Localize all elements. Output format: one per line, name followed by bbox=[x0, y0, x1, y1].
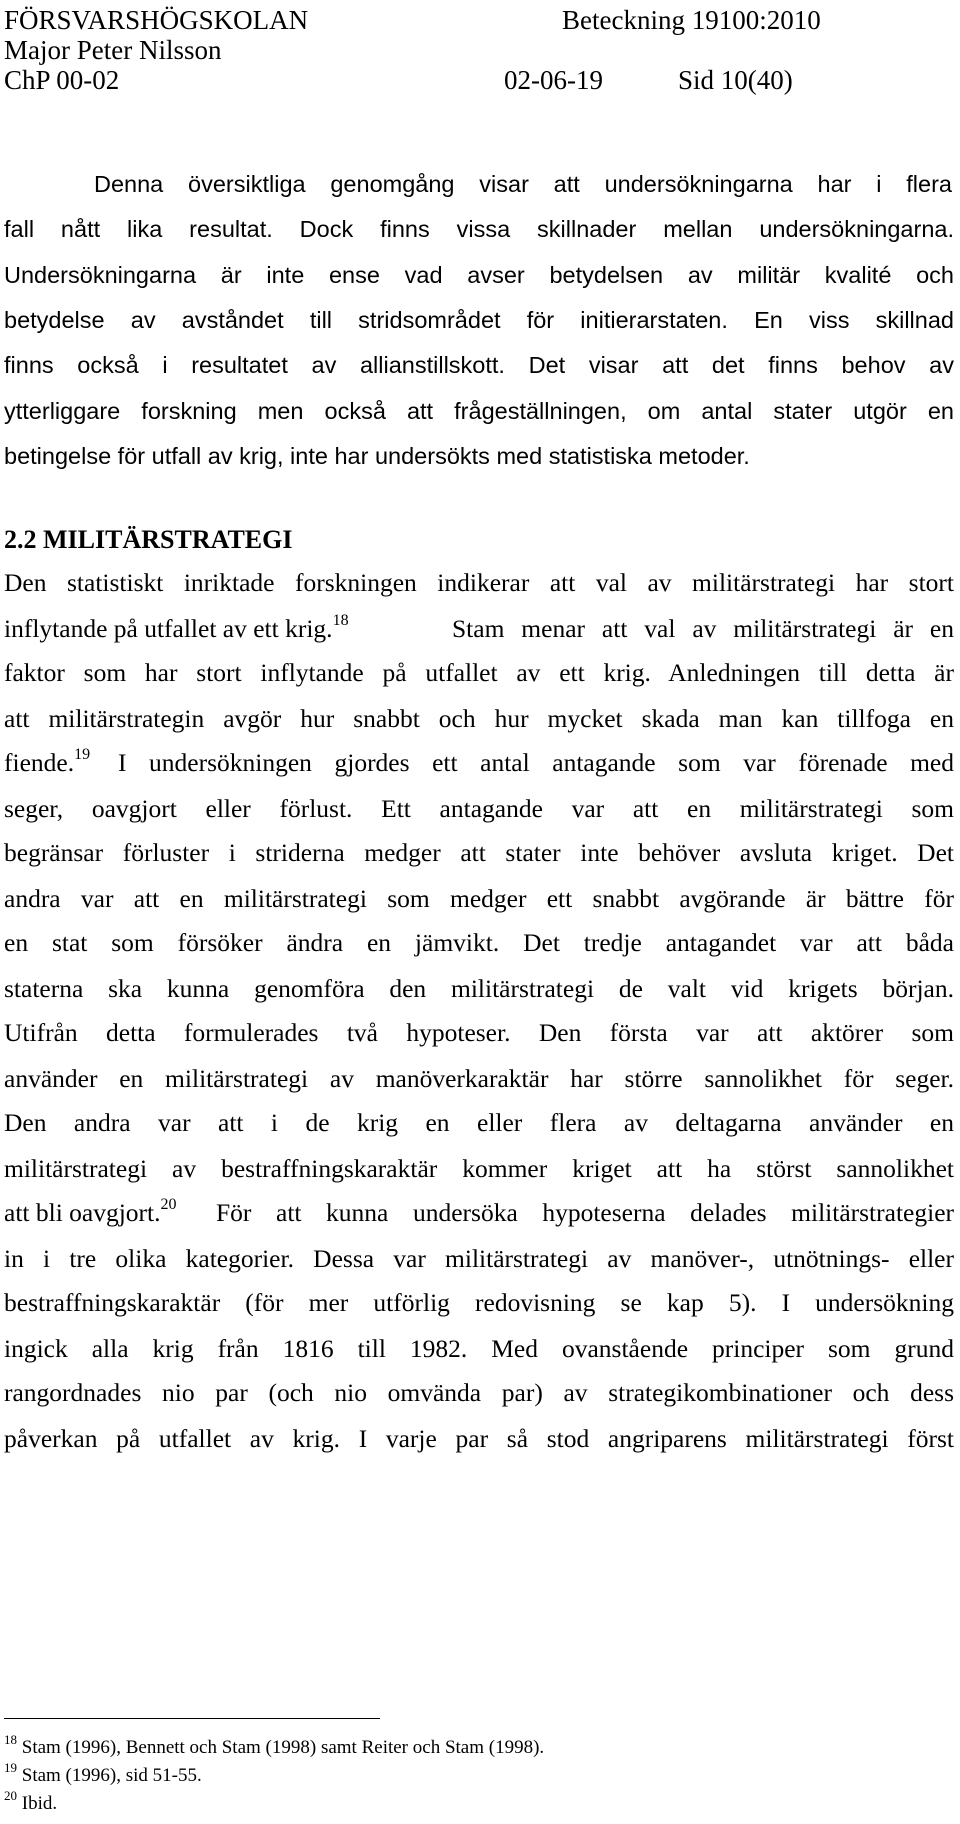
footnote-19 bbox=[4, 1760, 202, 1788]
footnote-18 bbox=[4, 1732, 545, 1760]
footnote-separator bbox=[4, 1718, 380, 1719]
footnote-20 bbox=[4, 1788, 58, 1816]
text-line: militärstrategi av bestraffningskaraktär kommer kriget att ha störst sannolikhet bbox=[4, 1154, 954, 1183]
footnote-number: 19 bbox=[4, 1760, 17, 1775]
text-line: begränsar förluster i striderna medger att stater inte behöver avsluta kriget. Det bbox=[4, 838, 954, 867]
footnote-text: Ibid. bbox=[21, 1793, 58, 1814]
text-segment: Stam menar att val av militärstrategi är en bbox=[452, 614, 954, 643]
text-line: andra var att en militärstrategi som medger ett snabbt avgörande är bättre för bbox=[4, 884, 954, 913]
text-line: Denna översiktliga genomgång visar att undersökningarna har i flera bbox=[94, 171, 952, 197]
text-line: Undersökningarna är inte ense vad avser betydelsen av militär kvalité och bbox=[4, 262, 954, 288]
text-line: ytterliggare forskning men också att frågeställningen, om antal stater utgör en bbox=[4, 398, 954, 424]
text-segment: inflytande på utfallet av ett krig. bbox=[4, 614, 333, 643]
text-line: en stat som försöker ändra en jämvikt. Det tredje antagandet var att båda bbox=[4, 928, 954, 957]
footnote-number: 18 bbox=[4, 1732, 17, 1747]
text-line: Utifrån detta formulerades två hypoteser. Den första var att aktörer som bbox=[4, 1018, 954, 1047]
footnote-text: Stam (1996), sid 51-55. bbox=[21, 1765, 202, 1786]
text-segment: att bli oavgjort. bbox=[4, 1198, 161, 1227]
footnote-ref-20: 20 bbox=[160, 1196, 177, 1213]
document-date: 02-06-19 bbox=[504, 65, 603, 95]
text-line: bestraffningskaraktär (för mer utförlig redovisning se kap 5). I undersökning bbox=[4, 1288, 954, 1317]
text-line-with-footnote bbox=[4, 746, 954, 780]
text-line: betingelse för utfall av krig, inte har undersökts med statistiska metoder. bbox=[4, 443, 750, 469]
footnote-text: Stam (1996), Bennett och Stam (1998) samt Reiter och Stam (1998). bbox=[21, 1737, 545, 1758]
text-segment: För att kunna undersöka hypoteserna delades militärstrategier bbox=[216, 1198, 954, 1227]
text-line: använder en militärstrategi av manöverkaraktär har större sannolikhet för seger. bbox=[4, 1064, 954, 1093]
section-heading: 2.2 MILITÄRSTRATEGI bbox=[4, 525, 293, 554]
text-line: Den statistiskt inriktade forskningen indikerar att val av militärstrategi har stort bbox=[4, 568, 954, 597]
text-line: att militärstrategin avgör hur snabbt och hur mycket skada man kan tillfoga en bbox=[4, 704, 954, 733]
text-line-with-footnote bbox=[4, 1196, 954, 1230]
footnote-ref-18: 18 bbox=[332, 612, 349, 629]
text-line-with-footnote bbox=[4, 612, 954, 646]
text-line: staterna ska kunna genomföra den militärstrategi de valt vid krigets början. bbox=[4, 974, 954, 1003]
text-line: betydelse av avståndet till stridsområdet för initierarstaten. En viss skillnad bbox=[4, 307, 954, 333]
text-line: Den andra var att i de krig en eller flera av deltagarna använder en bbox=[4, 1108, 954, 1137]
text-line: ingick alla krig från 1816 till 1982. Med ovanstående principer som grund bbox=[4, 1334, 954, 1363]
text-line: seger, oavgjort eller förlust. Ett antagande var att en militärstrategi som bbox=[4, 794, 954, 823]
text-line: faktor som har stort inflytande på utfallet av ett krig. Anledningen till detta är bbox=[4, 658, 954, 687]
text-line: finns också i resultatet av allianstillskott. Det visar att det finns behov av bbox=[4, 352, 954, 378]
course-code: ChP 00-02 bbox=[4, 65, 120, 95]
text-line: påverkan på utfallet av krig. I varje par så stod angriparens militärstrategi först bbox=[4, 1424, 954, 1453]
institution-name: FÖRSVARSHÖGSKOLAN bbox=[4, 5, 309, 35]
footnote-number: 20 bbox=[4, 1788, 17, 1803]
document-designation: Beteckning 19100:2010 bbox=[562, 5, 821, 35]
page-number: Sid 10(40) bbox=[678, 65, 793, 95]
text-line: in i tre olika kategorier. Dessa var militärstrategi av manöver-, utnötnings- eller bbox=[4, 1244, 954, 1273]
text-segment: I undersökningen gjordes ett antal antagande som var förenade med bbox=[118, 748, 954, 777]
author-name: Major Peter Nilsson bbox=[4, 35, 222, 65]
text-line: fall nått lika resultat. Dock finns vissa skillnader mellan undersökningarna. bbox=[4, 216, 954, 242]
text-line: rangordnades nio par (och nio omvända par) av strategikombinationer och dess bbox=[4, 1378, 954, 1407]
footnote-ref-19: 19 bbox=[74, 746, 91, 763]
text-segment: fiende. bbox=[4, 748, 75, 777]
